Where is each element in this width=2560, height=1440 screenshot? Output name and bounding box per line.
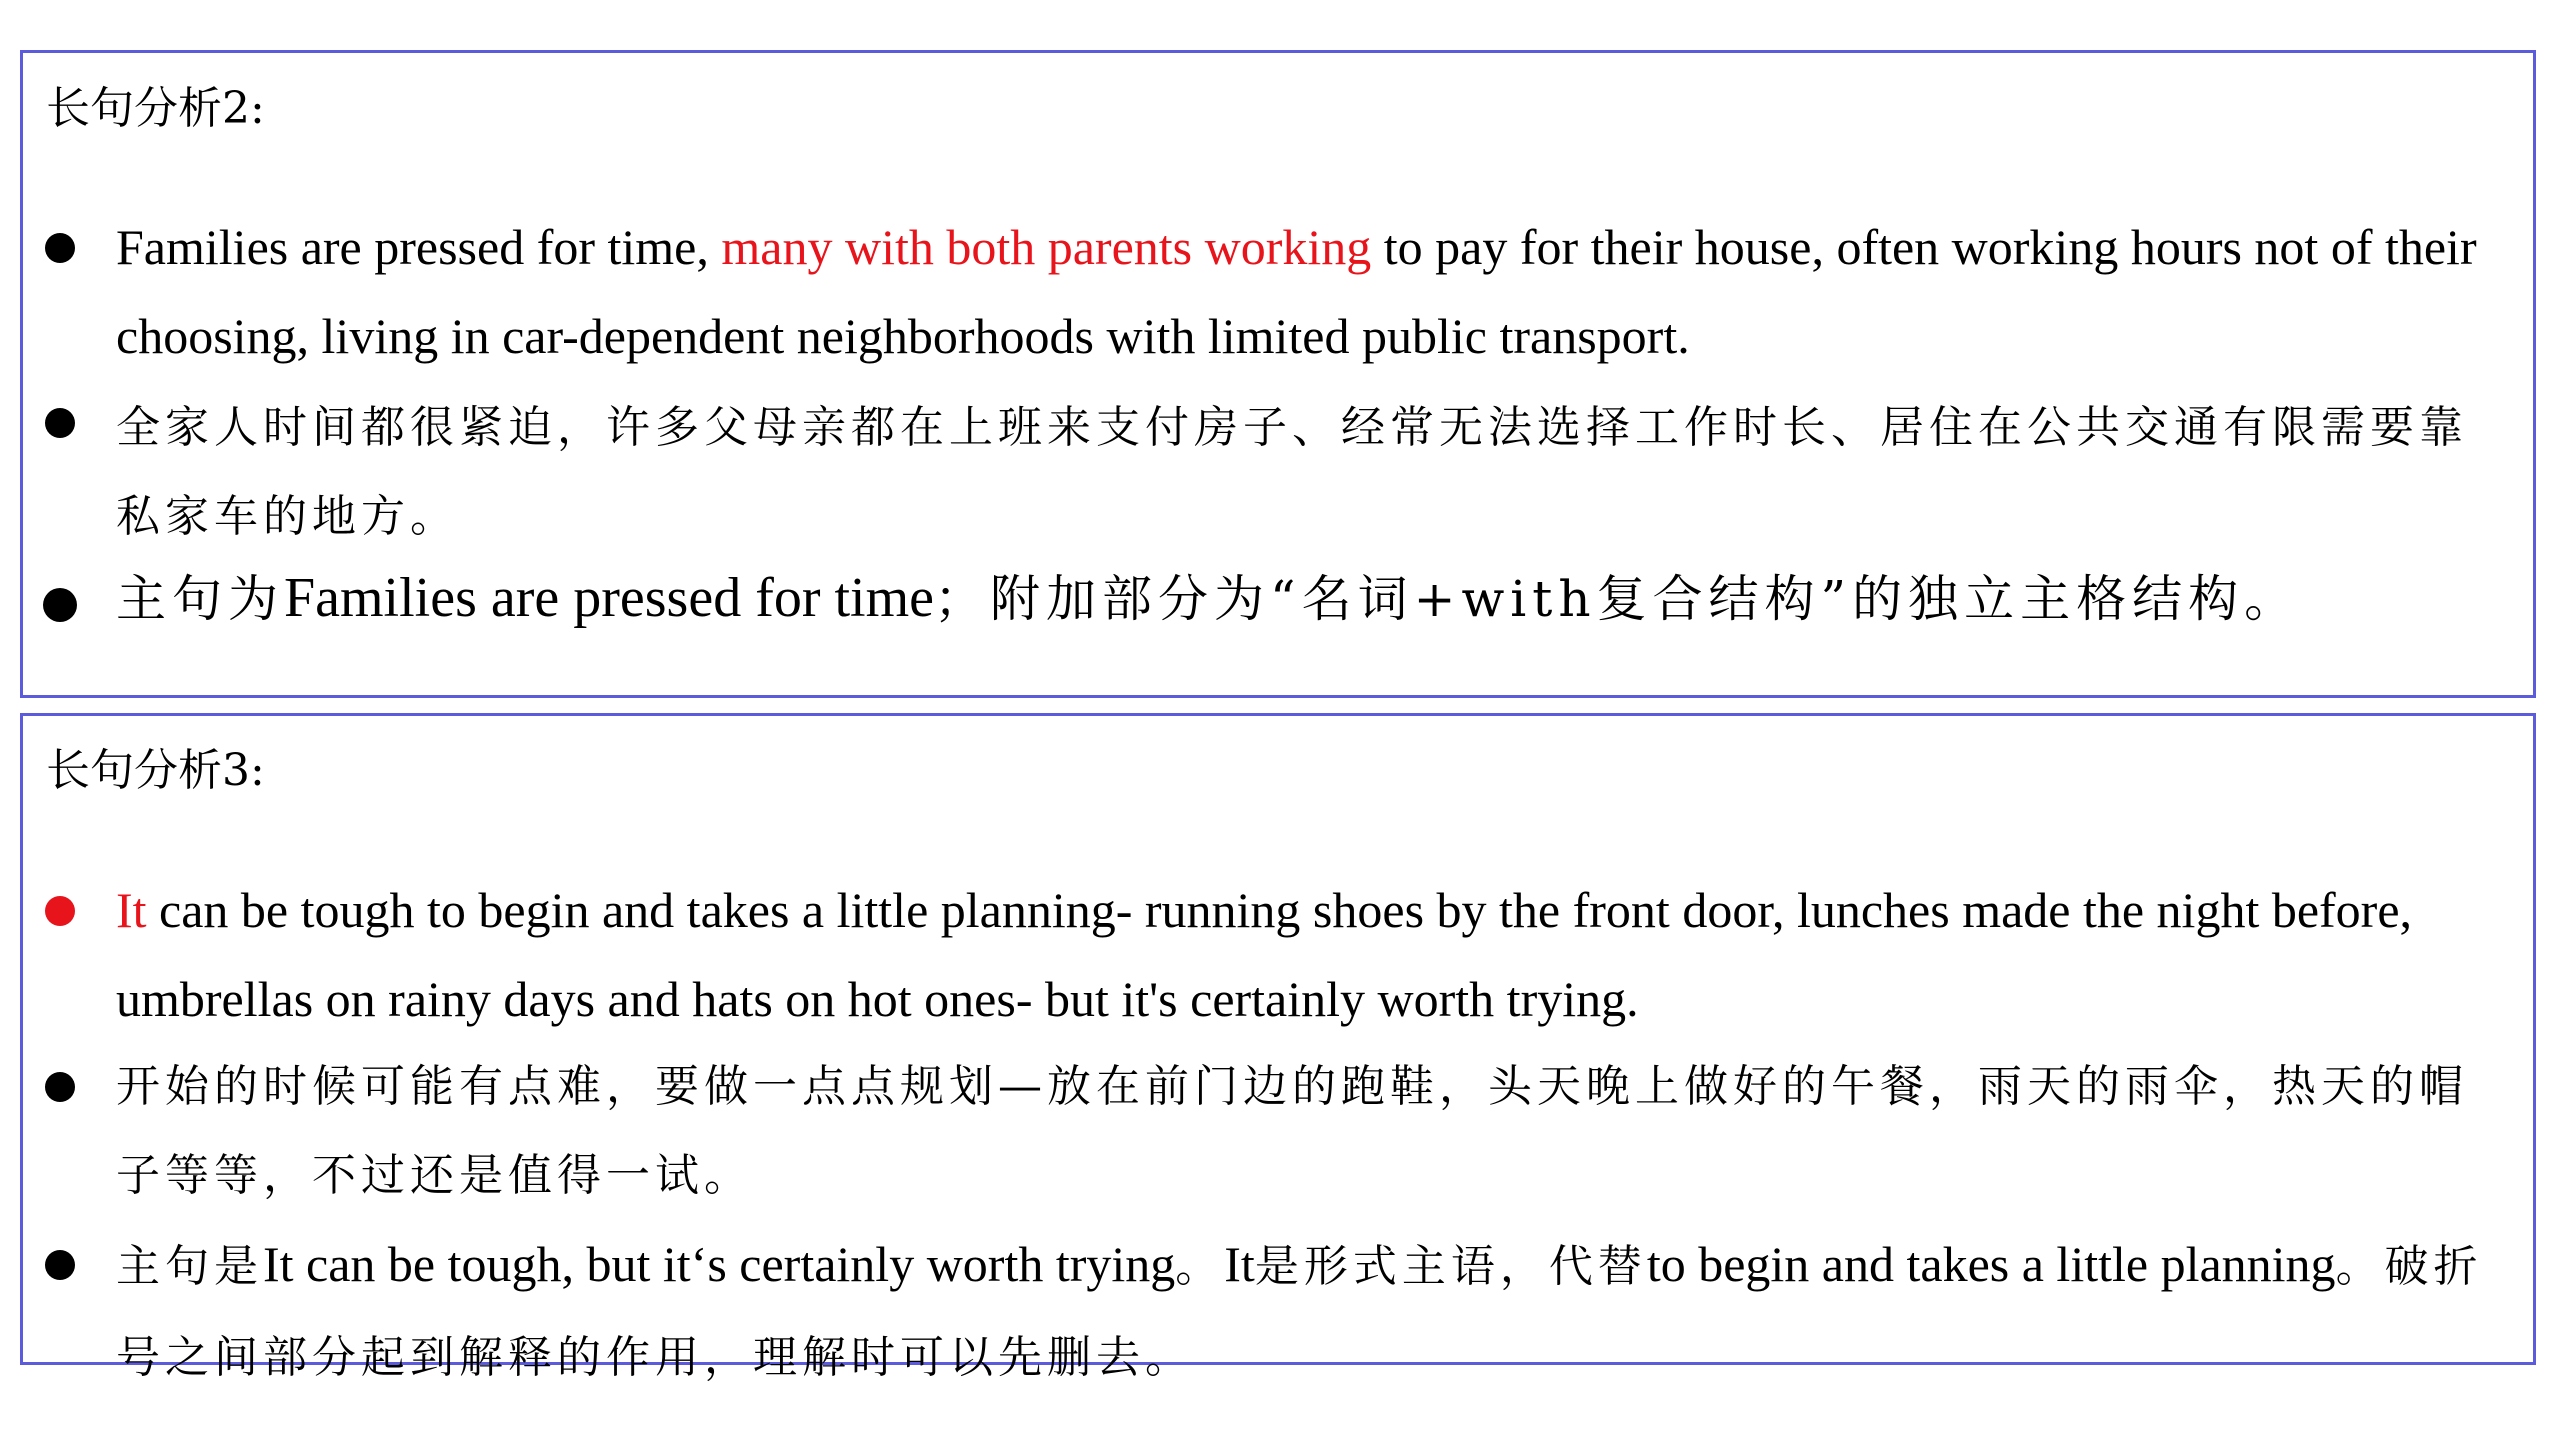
highlighted-phrase: many with both parents working <box>721 219 1372 275</box>
section-heading: 长句分析2: <box>46 83 265 134</box>
bullet-icon <box>45 1250 75 1280</box>
chinese-translation: 开始的时候可能有点难，要做一点点规划—放在前门边的跑鞋，头天晚上做好的午餐，雨天的雨伞，热天的帽子等等，不过还是值得一试。 <box>116 1061 2468 1201</box>
main-clause: Families are pressed for time <box>284 567 935 629</box>
analysis-text: 。破折号之间部分起到解释的作用，理解时可以先删去。 <box>116 1241 2483 1383</box>
grammar-analysis <box>116 1220 2513 1402</box>
analysis-text: 主句为 <box>116 570 284 628</box>
bullet-icon <box>45 1072 75 1102</box>
bullet-icon <box>45 896 75 926</box>
english-sentence <box>116 866 2513 1044</box>
analysis-text: 是形式主语，代替 <box>1254 1241 1647 1292</box>
real-subject: to begin and takes a little planning <box>1646 1236 2336 1292</box>
english-sentence <box>116 203 2513 381</box>
long-sentence-analysis-3-box <box>20 713 2536 1383</box>
highlighted-word: It <box>116 882 147 938</box>
chinese-translation: 全家人时间都很紧迫，许多父母亲都在上班来支付房子、经常无法选择工作时长、居住在公共交通有限需要靠私家车的地方。 <box>116 402 2468 542</box>
formal-subject: It <box>1224 1236 1255 1292</box>
sentence-text: to pay for their house, often working hours not of their choosing, living in car-dependent neighborhoods with limited public transport. <box>116 219 2477 364</box>
analysis-text: ；附加部分为“名词+with复合结构”的独立主格结构。 <box>934 570 2301 628</box>
long-sentence-analysis-2-box <box>20 50 2536 698</box>
analysis-text: 。 <box>1175 1241 1225 1292</box>
bullet-icon <box>45 408 75 438</box>
section-heading: 长句分析3: <box>46 745 265 796</box>
bullet-icon <box>45 233 75 263</box>
analysis-text: 主句是 <box>116 1241 263 1292</box>
main-clause: It can be tough, but it‘s certainly worth trying <box>263 1236 1176 1292</box>
sentence-text: Families are pressed for time, <box>116 219 722 275</box>
bullet-icon <box>43 588 77 622</box>
sentence-text: can be tough to begin and takes a little planning- running shoes by the front door, lunches made the night before, umbrellas on rainy days and hats on hot ones- but it's certainly worth trying. <box>116 882 2413 1027</box>
grammar-analysis <box>116 553 2513 644</box>
